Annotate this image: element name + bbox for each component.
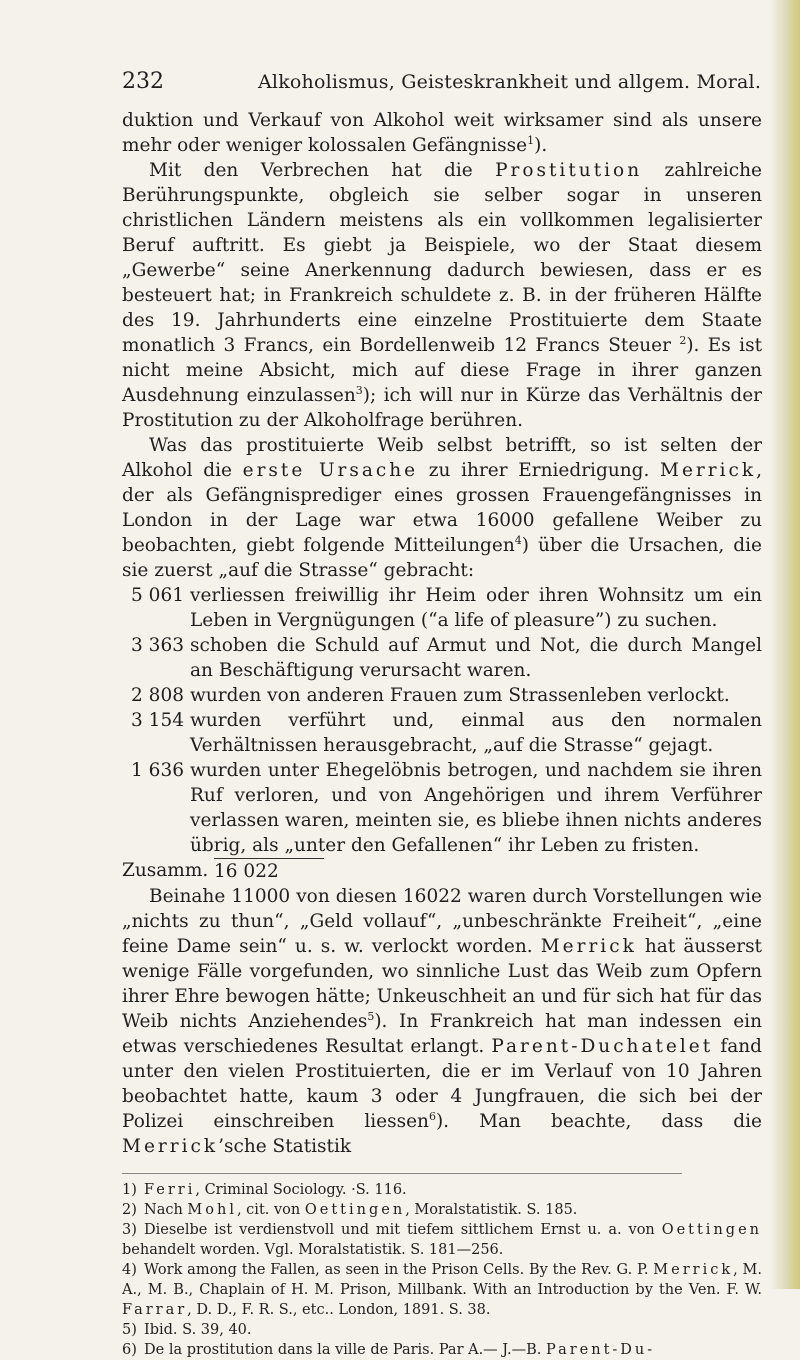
stat-row [122, 758, 762, 858]
footnote-ref: 5 [367, 1009, 375, 1023]
spaced-emphasis: Merrick [540, 936, 637, 957]
stat-description: verliessen freiwillig ihr Heim oder ihren Wohnsitz um ein Leben in Vergnügungen (“a life of pleasure”) zu suchen. [190, 585, 762, 631]
footnotes [122, 1173, 762, 1360]
stat-total-count: 16 022 [214, 858, 324, 884]
paragraph-3: Was das prostituierte Weib selbst betrifft, so ist selten der Alkohol die erste Ursache zu ihrer Erniedrigung. Merrick, der als Gefängnisprediger eines grossen Frauengefängnisses in London in der Lage war etwa 16000 gefallene Weiber zu beobachten, giebt folgende Mitteilungen$^4$) über die Ursachen, die sie zuerst „auf die Strasse“ gebracht: [122, 435, 762, 581]
paragraph-4: Beinahe 11000 von diesen 16022 waren durch Vorstellungen wie „nichts zu thun“, „Geld vollauf“, „unbeschränkte Freiheit“, „eine feine Dame sein“ u. s. w. verlockt worden. Merrick hat äusserst wenige Fälle vorgefunden, wo sinnliche Lust das Weib zum Opfern ihrer Ehre bewogen hätte; Unkeuschheit an und für sich hat für das Weib nichts Anziehendes$^5$). In Frankreich hat man indessen ein etwas verschiedenes Resultat erlangt. Parent-Duchatelet fand unter den vielen Prostituierten, die er im Verlauf von 10 Jahren beobachtet hatte, kaum 3 oder 4 Jungfrauen, die sich bei der Polizei einschreiben liessen$^6$). Man beachte, dass die Merrick’sche Statistik [122, 886, 763, 1157]
footnote-number: 1) [122, 1182, 137, 1198]
paragraph-2: Mit den Verbrechen hat die Prostitution zahlreiche Berührungspunkte, obgleich sie selber sogar in unseren christlichen Ländern meistens als ein vollkommen legalisierter Beruf auftritt. Es giebt ja Beispiele, wo der Staat diesem „Gewerbe“ seine Anerkennung dadurch bewiesen, dass er es besteuert hat; in Frankreich schuldete z. B. in der früheren Hälfte des 19. Jahrhunderts eine einzelne Prostituierte dem Staate monatlich 3 Francs, ein Bordellenweib 12 Francs Steuer $^2$). Es ist nicht meine Absicht, mich auf diese Frage in ihrer ganzen Ausdehnung einzulassen$^3$); ich will nur in Kürze das Verhältnis der Prostitution zu der Alkoholfrage berühren. [122, 160, 763, 431]
spaced-emphasis: Oettingen [304, 1202, 406, 1218]
footnote-text: Ibid. S. 39, 40. [144, 1322, 252, 1338]
footnote-text: Ferri, Criminal Sociology. ·S. 116. [144, 1182, 407, 1198]
spaced-emphasis: Merrick [660, 460, 757, 481]
spaced-emphasis: Parent-Duchatelet [491, 1036, 714, 1057]
footnote-text: Nach Mohl, cit. von Oettingen, Moralstatistik. S. 185. [144, 1202, 578, 1218]
stat-description: schoben die Schuld auf Armut und Not, die durch Mangel an Beschäftigung verursacht waren. [190, 635, 762, 681]
page-edge-shadow [770, 0, 800, 1289]
spaced-emphasis: Merrick [122, 1136, 219, 1157]
footnote-ref: 2 [679, 333, 687, 347]
stat-count: 2 808 [131, 685, 184, 706]
stat-description: wurden unter Ehegelöbnis betrogen, und nachdem sie ihren Ruf verloren, und von Angehörigen und ihrem Verführer verlassen waren, meinten sie, es bliebe ihnen nichts anderes übrig, als „unter den Gefallenen“ ihr Leben zu fristen. [190, 760, 762, 856]
stat-row [122, 708, 762, 758]
stat-count: 3 363 [131, 635, 184, 656]
footnote [122, 1180, 762, 1200]
page-header [122, 68, 762, 108]
spaced-emphasis: Parent-Du- [545, 1342, 656, 1358]
footnote-number: 3) [122, 1222, 137, 1238]
footnote-text: Dieselbe ist verdienstvoll und mit tiefem sittlichem Ernst u. a. von Oettingen behandelt worden. Vgl. Moralstatistik. S. 181—256. [122, 1222, 762, 1258]
footnote [122, 1340, 762, 1360]
paragraph-1: duktion und Verkauf von Alkohol weit wirksamer sind als unsere mehr oder weniger kolossalen Gefängnisse$^1$). [122, 110, 762, 156]
footnote-ref: 3 [355, 383, 363, 397]
stat-description: wurden von anderen Frauen zum Strassenleben verlockt. [190, 685, 730, 706]
spaced-emphasis: Mohl [187, 1202, 237, 1218]
spaced-emphasis: Ferri [144, 1182, 196, 1198]
footnote-ref: 6 [428, 1109, 436, 1123]
footnote-number: 4) [122, 1262, 137, 1278]
stat-description: wurden verführt und, einmal aus den normalen Verhältnissen herausgebracht, „auf die Strasse“ gejagt. [190, 710, 762, 756]
stat-total-label: Zusamm. [122, 860, 209, 881]
footnote-ref: 4 [514, 533, 522, 547]
footnote [122, 1260, 762, 1320]
stat-row [122, 583, 762, 633]
footnote [122, 1220, 762, 1260]
stat-count: 5 061 [131, 585, 184, 606]
page-number: 232 [122, 69, 164, 94]
footnote-ref: 1 [527, 133, 535, 147]
spaced-emphasis: Merrick [653, 1262, 734, 1278]
footnote-text: De la prostitution dans la ville de Paris. Par A.— J.—B. Parent-Du- [144, 1342, 656, 1358]
footnote [122, 1320, 762, 1340]
footnote-number: 2) [122, 1202, 137, 1218]
footnote-number: 6) [122, 1342, 137, 1358]
spaced-emphasis: Oettingen [661, 1222, 762, 1238]
footnote-number: 5) [122, 1322, 137, 1338]
spaced-emphasis: erste Ursache [242, 460, 419, 481]
running-title: Alkoholismus, Geisteskrankheit und allgem. Moral. [258, 71, 762, 93]
stat-count: 1 636 [131, 760, 184, 781]
footnote-text: Work among the Fallen, as seen in the Prison Cells. By the Rev. G. P. Merrick, M. A., M. B., Chaplain of H. M. Prison, Millbank. With an Introduction by the Ven. F. W. Farrar, D. D., F. R. S., etc.. London, 1891. S. 38. [122, 1262, 762, 1318]
body-text [122, 108, 762, 1159]
spaced-emphasis: Prostitution [495, 160, 643, 181]
stat-row [122, 683, 762, 708]
stat-row [122, 633, 762, 683]
book-page [122, 68, 762, 1360]
stat-total-row [122, 858, 762, 884]
spaced-emphasis: Farrar [122, 1302, 188, 1318]
merrick-statistics [122, 583, 762, 884]
footnote [122, 1200, 762, 1220]
stat-count: 3 154 [131, 710, 184, 731]
